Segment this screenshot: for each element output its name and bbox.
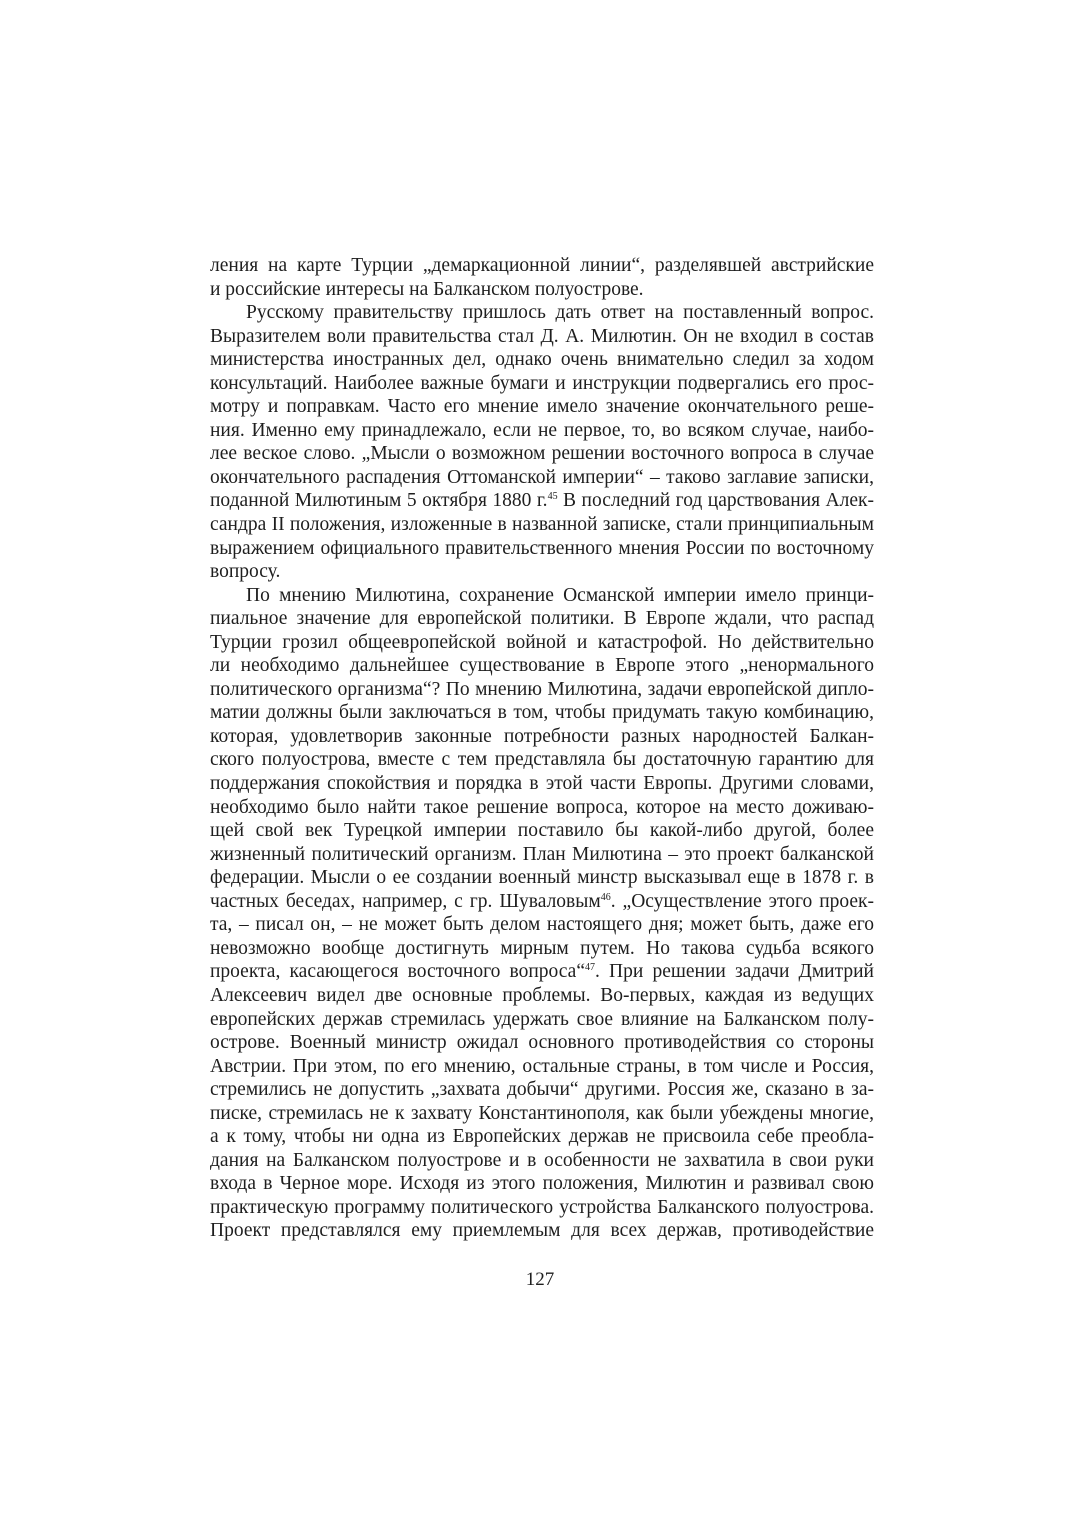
text-line: Турции грозил общеевропейской войной и катастрофой. Но действительно: [210, 631, 874, 653]
text-line: ления на карте Турции „демаркационной линии“, разделявшей австрийские: [210, 255, 874, 276]
text-line: невозможно вообще достигнуть мирным путем. Но такова судьба всякого: [210, 937, 874, 959]
text-line: лее веское слово. „Мысли о возможном решении восточного вопроса в случае: [210, 443, 874, 465]
text-line: дания на Балканском полуострове и в особенности не захватила в свои руки: [210, 1149, 874, 1171]
text-line: практическую программу политического устройства Балканского полуострова.: [210, 1196, 874, 1218]
text-line: министерства иностранных дел, однако очень внимательно следил за ходом: [210, 349, 874, 371]
text-line: пиальное значение для европейской политики. В Европе ждали, что распад: [210, 608, 874, 630]
text-line: щей свой век Турецкой империи поставило бы какой-либо другой, более: [210, 820, 874, 842]
footnote-marker: 45: [547, 491, 558, 503]
text-line: консультаций. Наиболее важные бумаги и инструкции подвергались его прос-: [210, 372, 874, 394]
text-line: и российские интересы на Балканском полуострове.: [210, 278, 644, 300]
text-line: ния. Именно ему принадлежало, если не первое, то, во всяком случае, наибо-: [210, 419, 874, 441]
text-line: матии должны были заключаться в том, чтобы придумать такую комбинацию,: [210, 702, 874, 724]
text-line: вопросу.: [210, 561, 281, 583]
text-line: Русскому правительству пришлось дать ответ на поставленный вопрос.: [246, 302, 874, 324]
text-line: писке, стремилась не к захвату Константинополя, как были убеждены многие,: [210, 1102, 874, 1124]
text-line: мотру и поправкам. Часто его мнение имело значение окончательного реше-: [210, 396, 874, 418]
text-line: а к тому, чтобы ни одна из Европейских держав не присвоила себе преобла-: [210, 1126, 874, 1148]
text-line: поддержания спокойствия и порядка в этой части Европы. Другими словами,: [210, 773, 874, 795]
text-line: проекта, касающегося восточного вопроса“$^{47}$. При решении задачи Дмитрий: [210, 961, 874, 983]
text-line: Австрии. При этом, по его мнению, остальные страны, в том числе и Россия,: [210, 1055, 874, 1077]
text-line: частных беседах, например, с гр. Шуваловым$^{46}$. „Осуществление этого проек-: [210, 890, 874, 912]
text-line: сандра II положения, изложенные в названной записке, стали принципиальным: [210, 514, 874, 536]
text-line: та, – писал он, – не может быть делом настоящего дня; может быть, даже его: [210, 914, 874, 936]
text-line: стремились не допустить „захвата добычи“ другими. Россия же, сказано в за-: [210, 1079, 874, 1101]
text-line: ли необходимо дальнейшее существование в Европе этого „ненормального: [210, 655, 874, 677]
text-line: Алексеевич видел две основные проблемы. Во-первых, каждая из ведущих: [210, 984, 874, 1006]
text-line: ского полуострова, вместе с тем представляла бы достаточную гарантию для: [210, 749, 874, 771]
text-line: которая, удовлетворив законные потребности разных народностей Балкан-: [210, 725, 874, 747]
text-line: Проект представлялся ему приемлемым для всех держав, противодействие: [210, 1220, 874, 1242]
footnote-marker: 46: [600, 891, 611, 903]
text-line: Выразителем воли правительства стал Д. А. Милютин. Он не входил в состав: [210, 325, 874, 347]
text-line: окончательного распадения Оттоманской империи“ – таково заглавие записки,: [210, 466, 874, 488]
body-text: [210, 254, 874, 1243]
footnote-marker: 47: [584, 962, 595, 974]
text-line: политического организма“? По мнению Милютина, задачи европейской дипло-: [210, 678, 874, 700]
text-line: европейских держав стремилась удержать свое влияние на Балканском полу-: [210, 1008, 874, 1030]
text-line: входа в Черное море. Исходя из этого положения, Милютин и развивал свою: [210, 1173, 874, 1195]
text-line: острове. Военный министр ожидал основного противодействия со стороны: [210, 1032, 874, 1054]
text-line: федерации. Мысли о ее создании военный минстр высказывал еще в 1878 г. в: [210, 867, 874, 889]
text-line: жизненный политический организм. План Милютина – это проект балканской: [210, 843, 874, 865]
text-line: необходимо было найти такое решение вопроса, которое на место доживаю-: [210, 796, 874, 818]
text-line: По мнению Милютина, сохранение Османской империи имело принци-: [246, 584, 874, 606]
text-line: выражением официального правительственного мнения России по восточному: [210, 537, 874, 559]
page-number: 127: [525, 1269, 555, 1290]
text-line: поданной Милютиным 5 октября 1880 г.$^{45}$ В последний год царствования Алек-: [210, 490, 874, 512]
